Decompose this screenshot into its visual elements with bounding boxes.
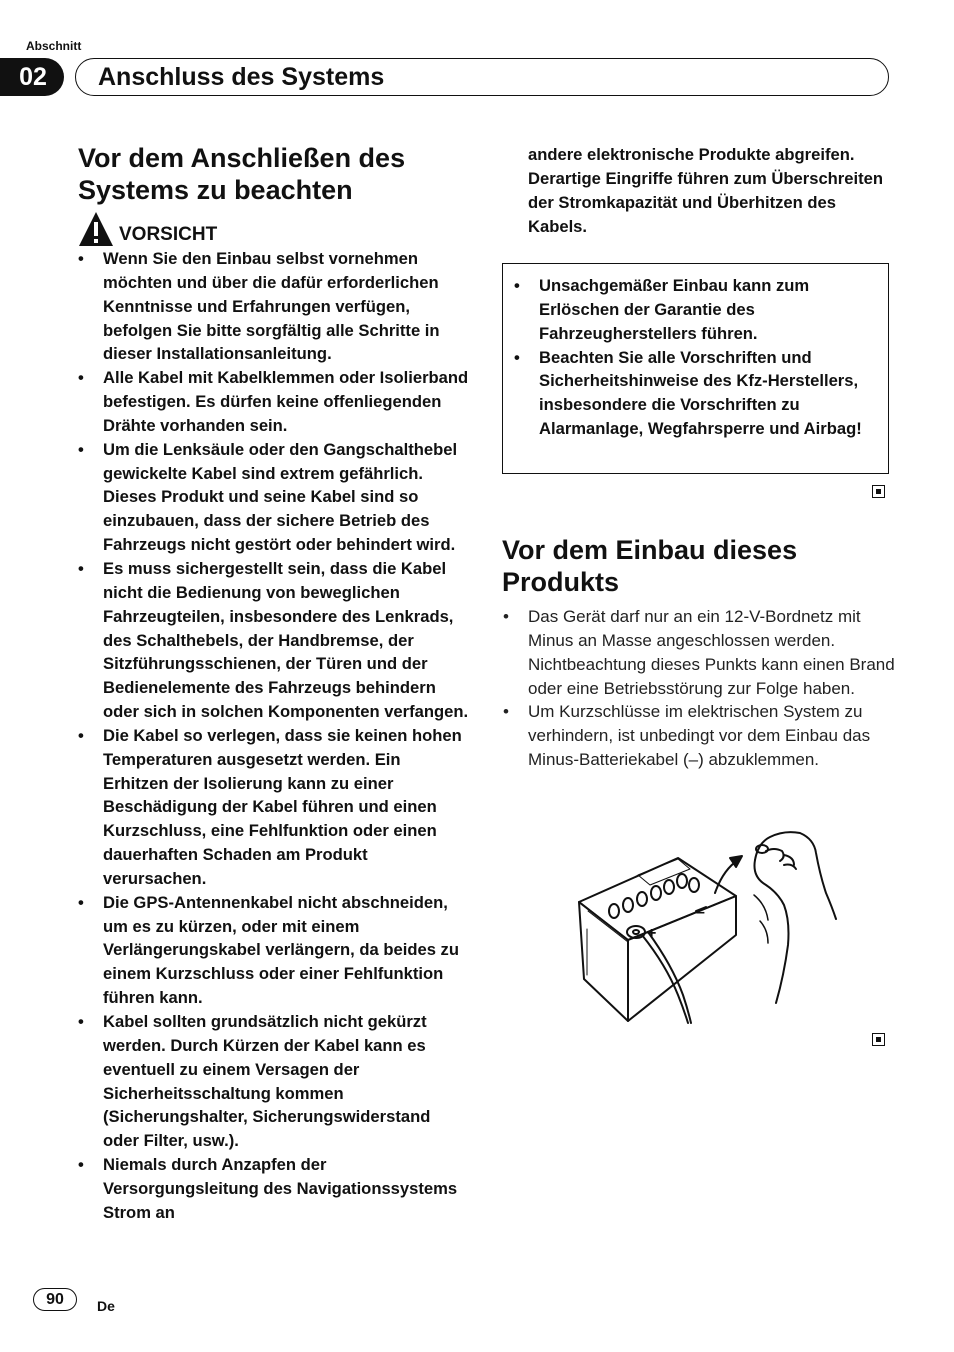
note-item: • Beachten Sie alle Vorschriften und Sicherheitshinweise des Kfz-Herstellers, insbesondere die Vorschriften zu Alarmanlage, Wegfahrsperre und Airbag! <box>514 346 874 441</box>
section-label: Abschnitt <box>26 39 82 53</box>
list-item: • Um Kurzschlüsse im elektrischen System zu verhindern, ist unbedingt vor dem Einbau das Minus-Batteriekabel (–) abzuklemmen. <box>503 700 895 772</box>
heading-line-2: Systems zu beachten <box>78 175 353 205</box>
list-item: • Die Kabel so verlegen, dass sie keinen hohen Temperaturen ausgesetzt werden. Ein Erhitzen der Isolierung kann zu einer Beschädigung der Kabel führen und einen Kurzschluss, eine Fehlfunktion oder einen dauerhaften Schaden am Produkt verursachen. <box>78 724 470 891</box>
list-item: • Alle Kabel mit Kabelklemmen oder Isolierband befestigen. Es dürfen keine offenliegenden Drähte vorhanden sein. <box>78 366 470 438</box>
list-item: • Niemals durch Anzapfen der Versorgungsleitung des Navigationssystems Strom an <box>78 1153 470 1225</box>
list-item: • Um die Lenksäule oder den Gangschalthebel gewickelte Kabel sind extrem gefährlich. Dieses Produkt und seine Kabel sind so einzubauen, dass der sichere Betrieb des Fahrzeugs nicht gestört oder behindert wird. <box>78 438 470 557</box>
page-number: 90 <box>33 1288 77 1311</box>
end-mark-icon <box>872 1033 885 1046</box>
minus-terminal-label: – <box>696 904 705 921</box>
note-list <box>514 274 874 441</box>
language-code: De <box>97 1298 115 1314</box>
caution-list <box>78 247 470 1225</box>
plus-terminal-label: + <box>647 925 657 942</box>
list-item: • Wenn Sie den Einbau selbst vornehmen möchten und über die dafür erforderlichen Kenntnisse und Erfahrungen verfügen, befolgen Sie bitte sorgfältig alle Schritte in dieser Installationsanleitung. <box>78 247 470 366</box>
install-list <box>503 605 895 772</box>
note-box <box>502 263 889 474</box>
right-heading <box>502 534 797 598</box>
battery-disconnect-illustration <box>570 825 850 1025</box>
warning-triangle-icon <box>78 211 114 247</box>
section-number-badge: 02 <box>0 58 64 96</box>
list-item: • Die GPS-Antennenkabel nicht abschneiden, um es zu kürzen, oder mit einem Verlängerungskabel verlängern, da beides zu einem Kurzschluss oder einer Fehlfunktion führen kann. <box>78 891 470 1010</box>
list-item: • Es muss sichergestellt sein, dass die Kabel nicht die Bedienung von beweglichen Fahrzeugteilen, insbesondere des Lenkrads, des Schalthebels, der Handbremse, der Sitzführungsschienen, der Türen und der Bedienelemente des Fahrzeugs behindern oder sich in solchen Komponenten verfangen. <box>78 557 470 724</box>
list-item: • Das Gerät darf nur an ein 12-V-Bordnetz mit Minus an Masse angeschlossen werden. Nichtbeachtung dieses Punkts kann einen Brand oder eine Betriebsstörung zur Folge haben. <box>503 605 895 700</box>
end-mark-icon <box>872 485 885 498</box>
heading-line-1: Vor dem Anschließen des <box>78 143 406 173</box>
caution-label: VORSICHT <box>119 224 218 245</box>
list-item: • Kabel sollten grundsätzlich nicht gekürzt werden. Durch Kürzen der Kabel kann es eventuell zu einem Versagen der Sicherheitsschaltung kommen (Sicherungshalter, Sicherungswiderstand oder Filter, usw.). <box>78 1010 470 1153</box>
continuation-text: andere elektronische Produkte abgreifen. Derartige Eingriffe führen zum Überschreiten der Stromkapazität und Überhitzen des Kabels. <box>528 145 883 236</box>
heading-line-1: Vor dem Einbau dieses <box>502 535 798 565</box>
caution-header <box>78 209 217 247</box>
left-heading <box>78 142 405 206</box>
note-item: • Unsachgemäßer Einbau kann zum Erlöschen der Garantie des Fahrzeugherstellers führen. <box>514 274 874 346</box>
section-title: Anschluss des Systems <box>75 58 889 96</box>
heading-line-2: Produkts <box>502 567 620 597</box>
